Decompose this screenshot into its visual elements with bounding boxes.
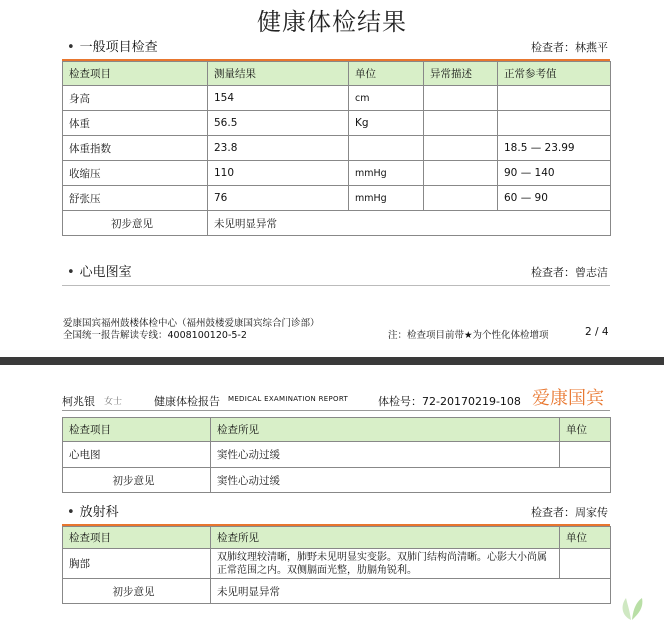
result-cell: 154 (208, 86, 349, 111)
ecg-table (62, 417, 611, 493)
item-cell: 身高 (63, 86, 208, 111)
header-cell: 单位 (560, 418, 611, 442)
header-cell: 测量结果 (208, 62, 349, 86)
exam-number: 体检号：72-20170219-108 (378, 395, 521, 408)
bullet-icon: • (67, 265, 75, 280)
item-cell: 舒张压 (63, 186, 208, 211)
opinion-value: 未见明显异常 (208, 211, 611, 236)
patient-name: 柯兆银 (62, 395, 95, 408)
radiology-section-header (62, 502, 610, 526)
table-header-row (63, 418, 611, 442)
table-row (63, 549, 611, 579)
result-cell: 110 (208, 161, 349, 186)
unit-cell (560, 442, 611, 468)
general-section-header (62, 37, 610, 61)
header-cell: 正常参考值 (498, 62, 611, 86)
table-header-row (63, 62, 611, 86)
unit-cell: mmHg (349, 186, 424, 211)
table-row (63, 111, 611, 136)
reference-cell (498, 111, 611, 136)
footer-address: 爱康国宾福州鼓楼体检中心（福州鼓楼爱康国宾综合门诊部） (63, 318, 320, 329)
opinion-value: 未见明显异常 (211, 579, 611, 604)
unit-cell: mmHg (349, 161, 424, 186)
table-row (63, 136, 611, 161)
header-cell: 检查所见 (211, 527, 560, 549)
footer-hotline: 全国统一报告解读专线：4008100120-5-2 (63, 330, 247, 341)
abnormal-cell (424, 136, 498, 161)
report-title-cn: 健康体检报告 (154, 395, 220, 408)
item-cell: 收缩压 (63, 161, 208, 186)
header-cell: 检查项目 (63, 418, 211, 442)
finding-cell: 双肺纹理较清晰，肺野未见明显实变影。双肺门结构尚清晰。心影大小尚属正常范围之内。双侧膈面光整，肋膈角锐利。 (211, 549, 560, 579)
radiology-table (62, 526, 611, 604)
item-cell: 体重 (63, 111, 208, 136)
opinion-row (63, 579, 611, 604)
page-title: 健康体检结果 (257, 8, 407, 36)
page-divider (0, 357, 664, 365)
header-cell: 单位 (560, 527, 611, 549)
general-exam-table (62, 61, 611, 236)
unit-cell (560, 549, 611, 579)
table-row (63, 186, 611, 211)
finding-cell: 窦性心动过缓 (211, 442, 560, 468)
result-cell: 23.8 (208, 136, 349, 161)
patient-gender: 女士 (104, 397, 123, 407)
header-cell: 检查项目 (63, 62, 208, 86)
inspector-label: 检查者：周家传 (531, 506, 608, 519)
page-number: 2 / 4 (585, 326, 609, 338)
abnormal-cell (424, 86, 498, 111)
opinion-row (63, 211, 611, 236)
opinion-value: 窦性心动过缓 (211, 468, 611, 493)
item-cell: 胸部 (63, 549, 211, 579)
section-title: 心电图室 (79, 265, 132, 280)
item-cell: 体重指数 (63, 136, 208, 161)
reference-cell: 18.5 — 23.99 (498, 136, 611, 161)
header-cell: 检查所见 (211, 418, 560, 442)
header-cell: 检查项目 (63, 527, 211, 549)
abnormal-cell (424, 111, 498, 136)
abnormal-cell (424, 186, 498, 211)
table-row (63, 86, 611, 111)
report-title-en: MEDICAL EXAMINATION REPORT (228, 395, 349, 403)
result-cell: 56.5 (208, 111, 349, 136)
unit-cell (349, 136, 424, 161)
table-header-row (63, 527, 611, 549)
header-cell: 异常描述 (424, 62, 498, 86)
inspector-label: 检查者：曾志洁 (531, 266, 608, 279)
reference-cell: 60 — 90 (498, 186, 611, 211)
unit-cell: cm (349, 86, 424, 111)
section-title: 放射科 (79, 505, 119, 520)
table-row (63, 442, 611, 468)
unit-cell: Kg (349, 111, 424, 136)
reference-cell: 90 — 140 (498, 161, 611, 186)
ecg-section-header (62, 262, 610, 286)
header-cell: 单位 (349, 62, 424, 86)
opinion-label: 初步意见 (63, 211, 208, 236)
section-title: 一般项目检查 (79, 40, 158, 55)
inspector-label: 检查者：林燕平 (531, 41, 608, 54)
reference-cell (498, 86, 611, 111)
table-row (63, 161, 611, 186)
item-cell: 心电图 (63, 442, 211, 468)
footer-note: 注：检查项目前带★为个性化体检增项 (388, 330, 549, 341)
opinion-label: 初步意见 (63, 468, 211, 493)
bullet-icon: • (67, 40, 75, 55)
opinion-label: 初步意见 (63, 579, 211, 604)
report-header (62, 383, 610, 411)
leaf-logo-icon (614, 590, 648, 624)
bullet-icon: • (67, 505, 75, 520)
opinion-row (63, 468, 611, 493)
brand-logo-text: 爱康国宾 (532, 388, 604, 409)
result-cell: 76 (208, 186, 349, 211)
abnormal-cell (424, 161, 498, 186)
